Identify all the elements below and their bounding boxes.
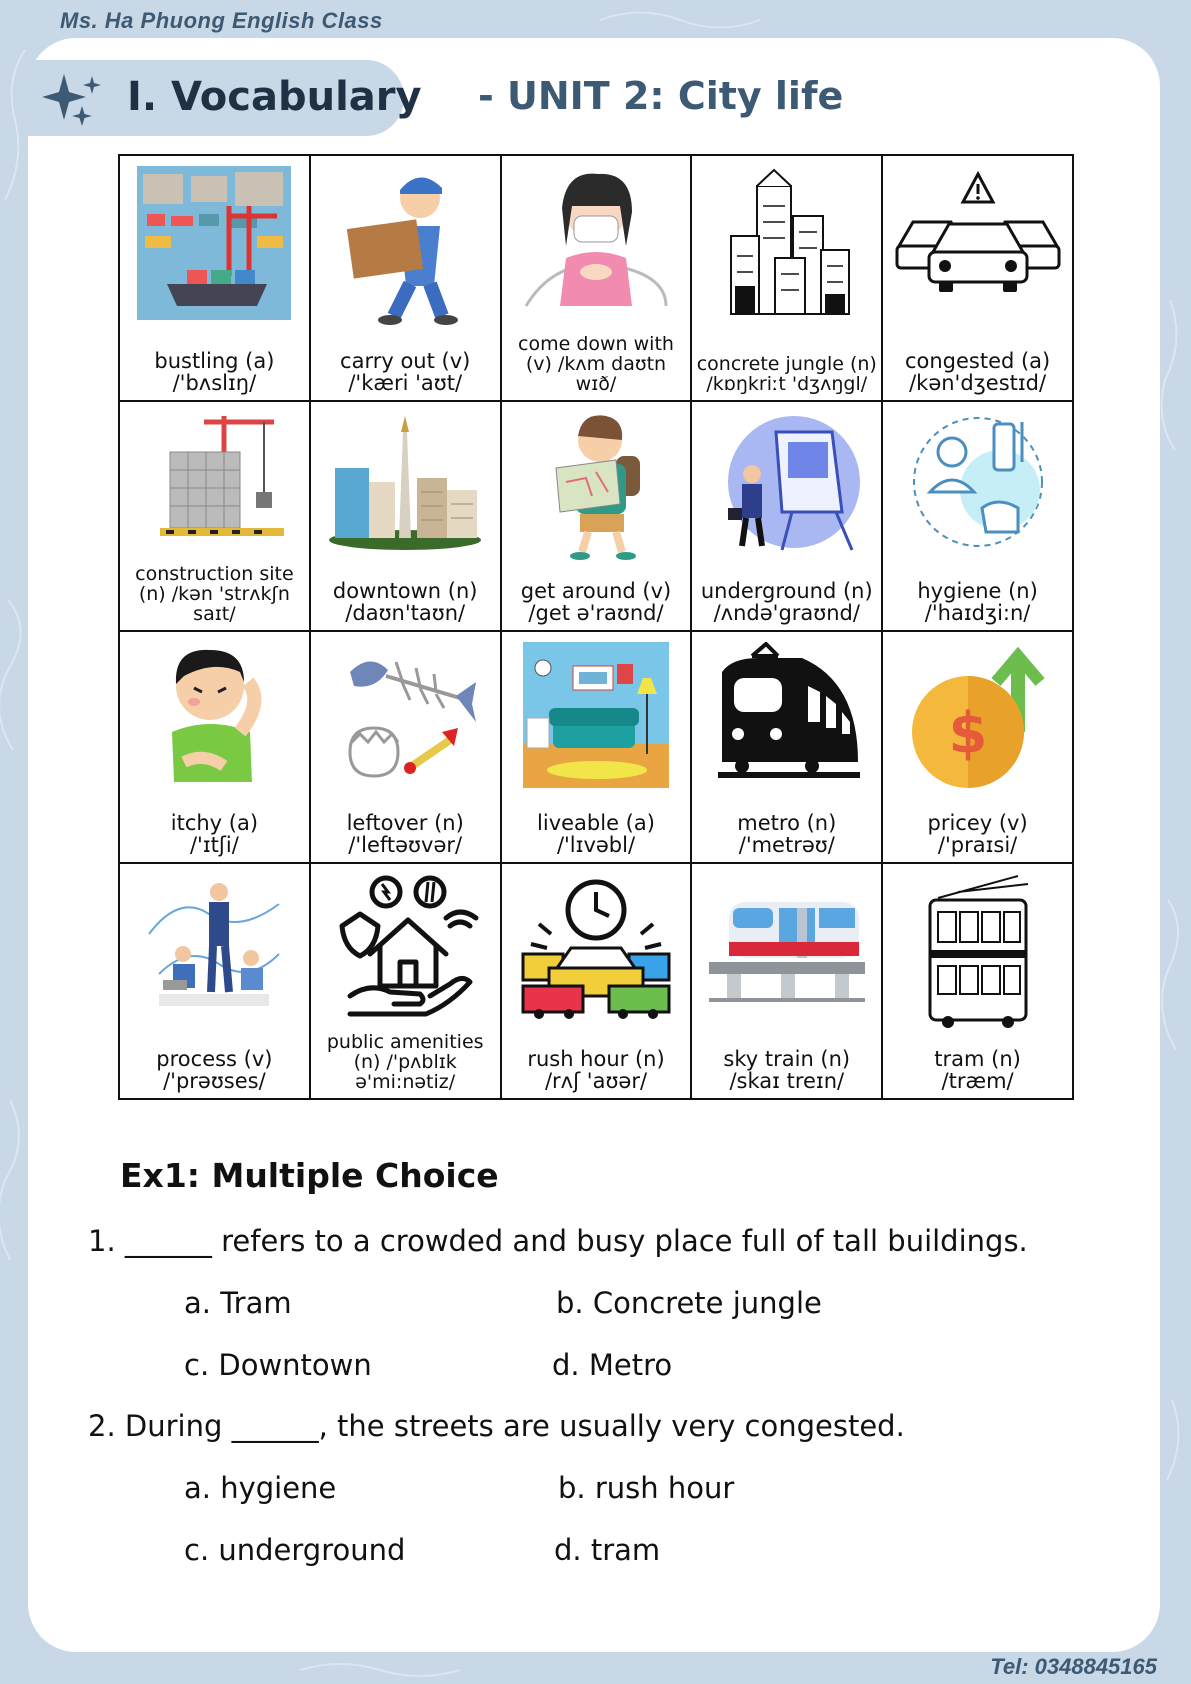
vocab-cell: carry out (v) /'kæri 'aʊt/ xyxy=(310,155,501,401)
rising-price-coin-icon xyxy=(908,642,1048,792)
crane-building-icon xyxy=(144,412,284,542)
skyscrapers-icon xyxy=(717,166,857,316)
vocab-cell: sky train (n) /skaɪ treɪn/ xyxy=(691,863,882,1099)
vocab-cell: downtown (n) /daʊn'taʊn/ xyxy=(310,401,501,631)
vocab-cell: metro (n) /'metrəʊ/ xyxy=(691,631,882,863)
metro-train-icon xyxy=(712,642,862,792)
question-1-option-b[interactable]: b. Concrete jungle xyxy=(556,1286,822,1320)
question-2-option-d[interactable]: d. tram xyxy=(554,1533,661,1567)
question-1: 1. ______ refers to a crowded and busy place full of tall buildings. xyxy=(88,1224,1028,1258)
vocab-cell: congested (a) /kən'dʒestɪd/ xyxy=(882,155,1073,401)
vocab-cell: come down with (v) /kʌm daʊtn wɪð/ xyxy=(501,155,692,401)
vocab-cell: underground (n) /ʌndə'graʊnd/ xyxy=(691,401,882,631)
worker-carrying-box-icon xyxy=(330,166,480,326)
fish-bone-icon xyxy=(330,642,480,792)
clock-traffic-icon xyxy=(521,874,671,1020)
business-process-icon xyxy=(139,874,289,1014)
boy-with-map-icon xyxy=(526,412,666,562)
vocab-cell: process (v) /'prəʊses/ xyxy=(119,863,310,1099)
svg-text:$: $ xyxy=(948,701,988,766)
vocab-cell: get around (v) /get ə'raʊnd/ xyxy=(501,401,692,631)
question-1-option-d[interactable]: d. Metro xyxy=(552,1348,673,1382)
vocab-cell: itchy (a) /'ɪtʃi/ xyxy=(119,631,310,863)
class-name: Ms. Ha Phuong English Class xyxy=(60,8,383,33)
downtown-city-icon xyxy=(325,412,485,552)
vocab-cell: concrete jungle (n) /kɒŋkriːt 'dʒʌŋgl/ xyxy=(691,155,882,401)
vocab-cell: hygiene (n) /'haɪdʒi:n/ xyxy=(882,401,1073,631)
question-2-option-b[interactable]: b. rush hour xyxy=(558,1471,735,1505)
vocab-cell: $ pricey (v) /'praɪsi/ xyxy=(882,631,1073,863)
vocab-cell: public amenities (n) /'pʌblɪk ə'mi:nətiz/ xyxy=(310,863,501,1099)
question-2-option-c[interactable]: c. underground xyxy=(184,1533,406,1567)
vocab-cell: leftover (n) /'leftəʊvər/ xyxy=(310,631,501,863)
subway-train-icon xyxy=(712,412,862,552)
elevated-train-icon xyxy=(707,874,867,1004)
living-room-icon xyxy=(523,642,669,788)
sick-girl-mask-icon xyxy=(516,166,676,316)
vocab-cell: bustling (a) /'bʌslɪŋ/ xyxy=(119,155,310,401)
port-city-icon xyxy=(137,166,291,320)
boy-scratching-icon xyxy=(144,642,284,802)
footer-telephone: Tel: 0348845165 xyxy=(990,1654,1157,1679)
vocab-cell: construction site (n) /kən 'strʌkʃn saɪt/ xyxy=(119,401,310,631)
question-2-option-a[interactable]: a. hygiene xyxy=(184,1471,337,1505)
traffic-jam-icon xyxy=(893,166,1063,296)
exercise-title: Ex1: Multiple Choice xyxy=(120,1156,499,1195)
unit-title: - UNIT 2: City life xyxy=(478,74,844,118)
sparkle-icon xyxy=(40,70,106,130)
house-in-hand-icon xyxy=(330,874,480,1024)
vocab-cell: rush hour (n) /rʌʃ 'aʊər/ xyxy=(501,863,692,1099)
hygiene-icon xyxy=(908,412,1048,552)
vocab-cell: tram (n) /træm/ xyxy=(882,863,1073,1099)
vocabulary-table xyxy=(118,154,1074,1100)
vocab-cell: liveable (a) /'lɪvəbl/ xyxy=(501,631,692,863)
question-1-option-a[interactable]: a. Tram xyxy=(184,1286,292,1320)
double-decker-tram-icon xyxy=(918,874,1038,1030)
section-title: I. Vocabulary xyxy=(127,74,422,120)
question-2: 2. During ______, the streets are usually very congested. xyxy=(88,1409,905,1443)
question-1-option-c[interactable]: c. Downtown xyxy=(184,1348,372,1382)
